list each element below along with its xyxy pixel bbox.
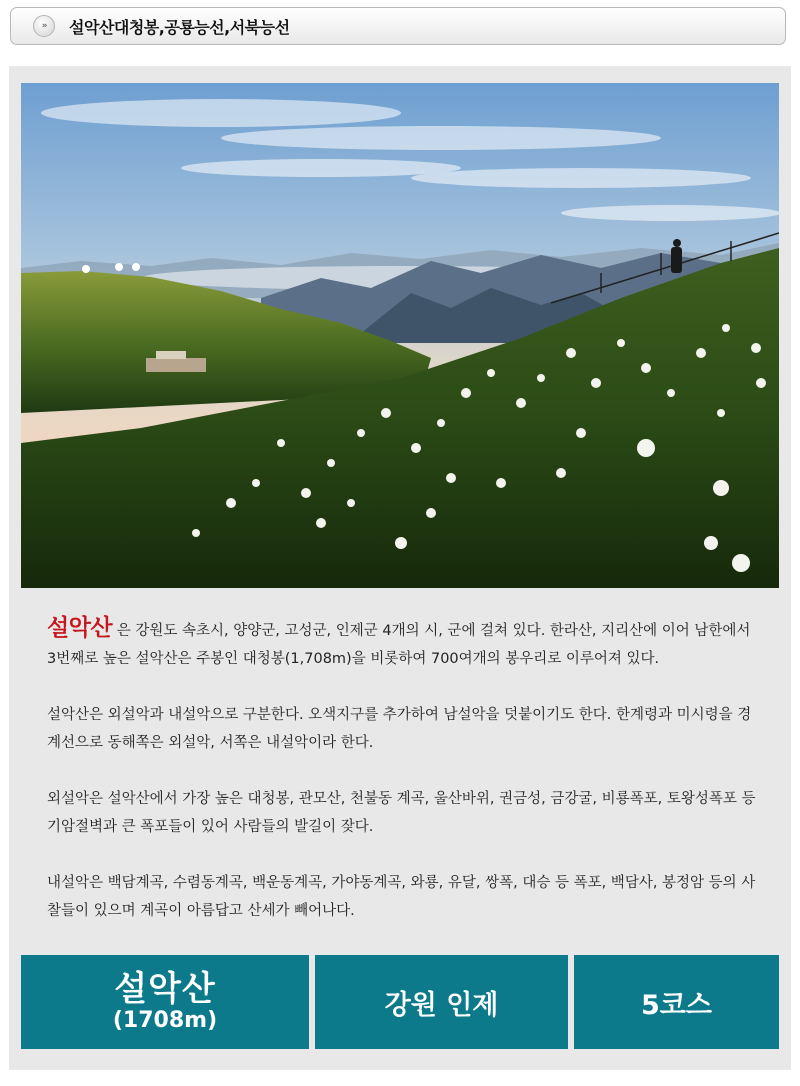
mountain-elevation: (1708m) <box>112 1008 218 1033</box>
region-info-box <box>315 955 568 1049</box>
intro-text <box>47 614 757 953</box>
page-title-bar <box>10 7 786 45</box>
course-count-label: 5코스 <box>641 989 712 1021</box>
mountain-info-box <box>21 955 309 1049</box>
intro-paragraph-1 <box>47 614 757 673</box>
mountain-photo <box>21 83 779 588</box>
page-title: 설악산대청봉,공룡능선,서북능선 <box>69 17 290 37</box>
content-panel <box>9 66 791 1070</box>
intro-paragraph-4: 내설악은 백담계곡, 수렴동계곡, 백운동계곡, 가야동계곡, 와룡, 유달, 쌍폭, 대승 등 폭포, 백담사, 봉정암 등의 사찰들이 있으며 계곡이 아름답고 산세가 빼어나다. <box>47 875 756 919</box>
intro-paragraph-1-rest: 은 강원도 속초시, 양양군, 고성군, 인제군 4개의 시, 군에 걸쳐 있다. 한라산, 지리산에 이어 남한에서 3번째로 높은 설악산은 주봉인 대청봉(1,708m)을 비롯하여 700여개의 봉우리로 이루어져 있다. <box>47 623 751 667</box>
course-count-box <box>574 955 779 1049</box>
intro-paragraph-3: 외설악은 설악산에서 가장 높은 대청봉, 관모산, 천불동 계곡, 울산바위, 권금성, 금강굴, 비룡폭포, 토왕성폭포 등 기암절벽과 큰 폭포들이 있어 사람들의 발길이 잦다. <box>47 791 756 835</box>
info-bar <box>21 955 779 1049</box>
intro-paragraph-2: 설악산은 외설악과 내설악으로 구분한다. 오색지구를 추가하여 남설악을 덧붙이기도 한다. 한계령과 미시령을 경계선으로 동해쪽은 외설악, 서쪽은 내설악이라 한다. <box>47 707 752 751</box>
double-chevron-icon[interactable]: » <box>33 15 55 37</box>
region-label: 강원 인제 <box>384 989 499 1021</box>
mountain-name-highlight: 설악산 <box>47 615 113 641</box>
mountain-name: 설악산 <box>114 969 216 1009</box>
